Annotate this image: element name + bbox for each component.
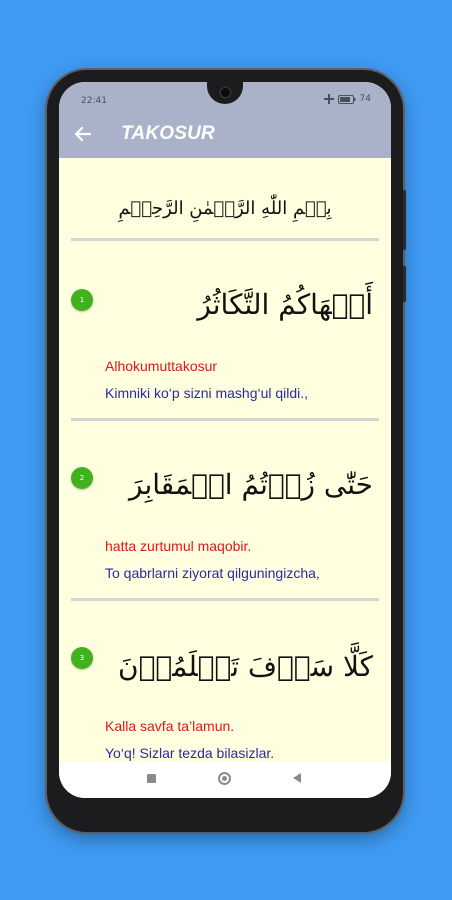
battery-icon bbox=[338, 95, 356, 104]
verse-arabic: كَلَّا سَوۡفَ تَعۡلَمُوۡنَ bbox=[118, 650, 373, 683]
system-nav-bar bbox=[59, 762, 391, 798]
verse-arabic: أَلۡهَاكُمُ التَّكَاثُرُ bbox=[197, 288, 373, 321]
arrow-left-icon bbox=[71, 122, 95, 146]
verse-transliteration: Kalla savfa ta’lamun. bbox=[105, 718, 235, 734]
battery-percent: 74 bbox=[359, 94, 371, 104]
bismillah: بِسۡمِ اللّٰهِ الرَّحۡمٰنِ الرَّحِيۡمِ bbox=[118, 198, 332, 219]
screen bbox=[59, 82, 391, 798]
verse-transliteration: hatta zurtumul maqobir. bbox=[105, 538, 252, 554]
verse-translation: Yo‘q! Sizlar tezda bilasizlar. bbox=[105, 745, 275, 761]
verse-translation: Kimniki ko‘p sizni mashg‘ul qildi., bbox=[105, 385, 309, 401]
divider bbox=[71, 238, 379, 241]
divider bbox=[71, 418, 379, 421]
verse-number-badge: 1 bbox=[71, 289, 93, 311]
divider bbox=[71, 598, 379, 601]
status-time: 22:41 bbox=[81, 96, 107, 106]
verse-arabic: حَتّٰى زُرۡتُمُ الۡمَقَابِرَ bbox=[129, 468, 373, 501]
home-button[interactable] bbox=[218, 772, 231, 785]
app-bar bbox=[59, 110, 391, 158]
verse-translation: To qabrlarni ziyorat qilguningizcha, bbox=[105, 565, 320, 581]
nav-back-button[interactable] bbox=[293, 773, 301, 783]
recent-apps-button[interactable] bbox=[147, 774, 156, 783]
signal-icon bbox=[324, 94, 334, 104]
verse-number-badge: 3 bbox=[71, 647, 93, 669]
back-button[interactable] bbox=[71, 122, 95, 146]
status-icons bbox=[324, 94, 371, 104]
camera-icon bbox=[221, 88, 230, 97]
page-title: TAKOSUR bbox=[121, 123, 215, 144]
surah-content[interactable] bbox=[59, 158, 391, 762]
verse-transliteration: Alhokumuttakosur bbox=[105, 358, 218, 374]
verse-number-badge: 2 bbox=[71, 467, 93, 489]
volume-button bbox=[403, 190, 406, 250]
power-button bbox=[403, 266, 406, 302]
